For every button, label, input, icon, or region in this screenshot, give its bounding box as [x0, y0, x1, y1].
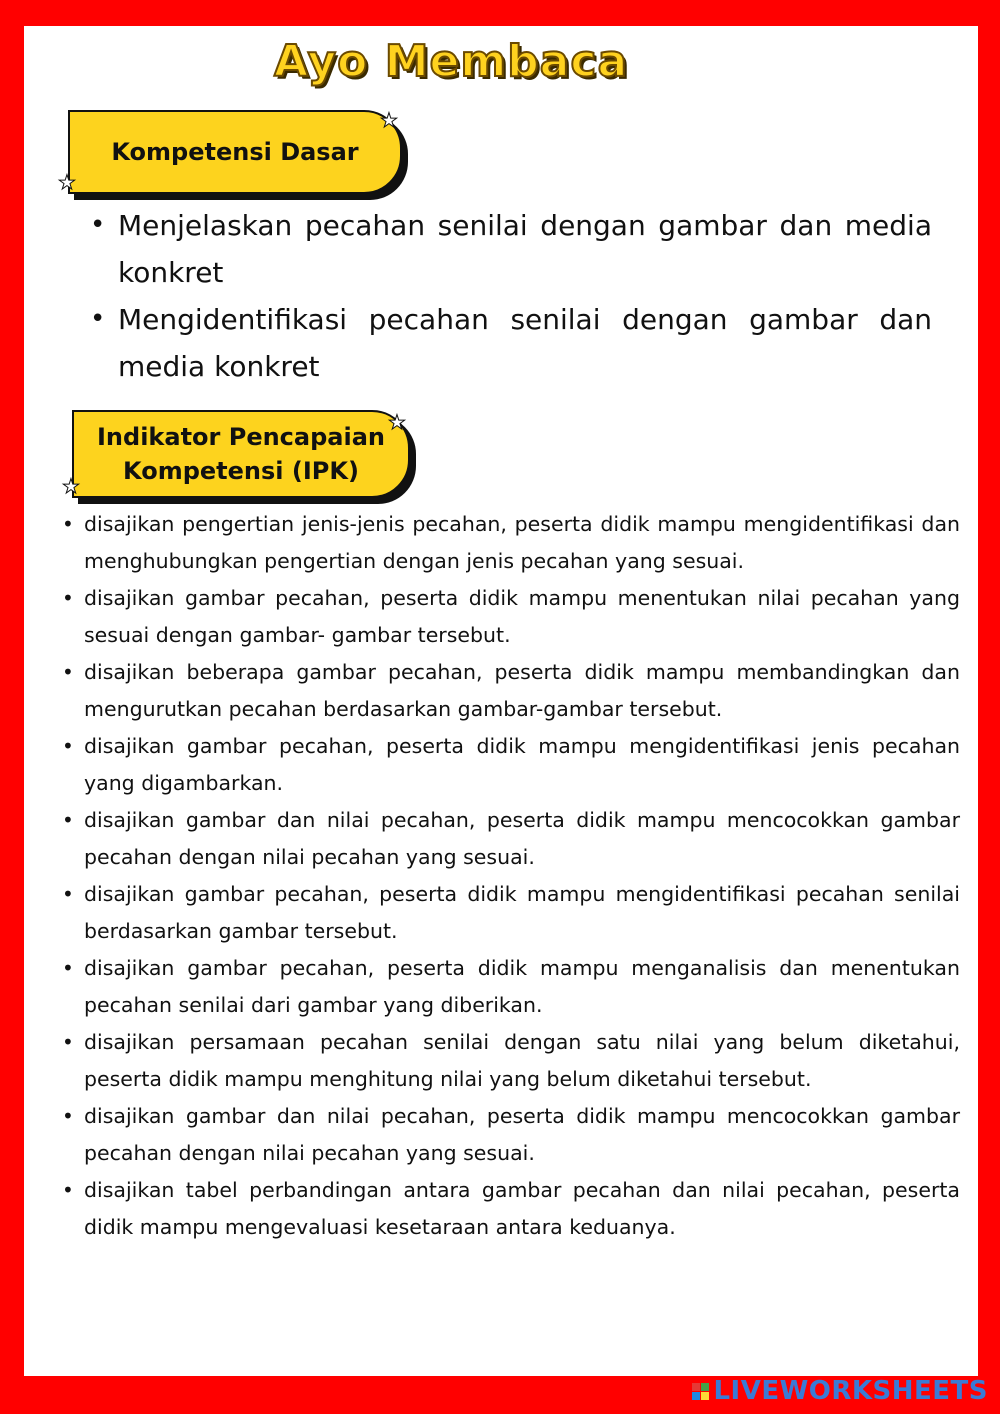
kompetensi-dasar-label: Kompetensi Dasar	[111, 138, 359, 166]
logo-square	[701, 1383, 709, 1391]
list-item: • Mengidentifikasi pecahan senilai dengan gambar dan media konkret	[88, 296, 932, 390]
list-item: • disajikan gambar pecahan, peserta didik mampu menentukan nilai pecahan yang sesuai dengan gambar- gambar tersebut.	[60, 580, 960, 654]
watermark-text: LIVEWORKSHEETS	[713, 1376, 988, 1406]
list-item: • disajikan gambar pecahan, peserta didik mampu mengidentifikasi jenis pecahan yang digambarkan.	[60, 728, 960, 802]
list-item: • disajikan gambar dan nilai pecahan, peserta didik mampu mencocokkan gambar pecahan dengan nilai pecahan yang sesuai.	[60, 802, 960, 876]
ipk-list	[60, 506, 960, 1246]
star-icon: ★	[388, 410, 406, 434]
list-item: • disajikan tabel perbandingan antara gambar pecahan dan nilai pecahan, peserta didik mampu mengevaluasi kesetaraan antara keduanya.	[60, 1172, 960, 1246]
list-item: • disajikan pengertian jenis-jenis pecahan, peserta didik mampu mengidentifikasi dan menghubungkan pengertian dengan jenis pecahan yang sesuai.	[60, 506, 960, 580]
logo-square	[692, 1392, 700, 1400]
star-icon: ★	[380, 108, 398, 132]
page-title: Ayo Membaca	[274, 36, 629, 87]
list-item: • disajikan gambar pecahan, peserta didik mampu menganalisis dan menentukan pecahan senilai dari gambar yang diberikan.	[60, 950, 960, 1024]
liveworksheets-logo-icon	[692, 1383, 709, 1400]
kompetensi-dasar-list	[88, 202, 932, 390]
worksheet-page	[24, 26, 978, 1376]
list-item: • disajikan beberapa gambar pecahan, peserta didik mampu membandingkan dan mengurutkan pecahan berdasarkan gambar-gambar tersebut.	[60, 654, 960, 728]
list-item: • disajikan persamaan pecahan senilai dengan satu nilai yang belum diketahui, peserta didik mampu menghitung nilai yang belum diketahui tersebut.	[60, 1024, 960, 1098]
list-item: • disajikan gambar dan nilai pecahan, peserta didik mampu mencocokkan gambar pecahan dengan nilai pecahan yang sesuai.	[60, 1098, 960, 1172]
kompetensi-dasar-badge	[68, 110, 402, 194]
list-item: • Menjelaskan pecahan senilai dengan gambar dan media konkret	[88, 202, 932, 296]
star-icon: ★	[62, 474, 80, 498]
list-item: • disajikan gambar pecahan, peserta didik mampu mengidentifikasi pecahan senilai berdasarkan gambar tersebut.	[60, 876, 960, 950]
ipk-label: Indikator Pencapaian Kompetensi (IPK)	[97, 423, 385, 485]
logo-square	[692, 1383, 700, 1391]
star-icon: ★	[58, 170, 76, 194]
liveworksheets-watermark[interactable]	[692, 1376, 988, 1406]
logo-square	[701, 1392, 709, 1400]
ipk-badge	[72, 410, 410, 498]
